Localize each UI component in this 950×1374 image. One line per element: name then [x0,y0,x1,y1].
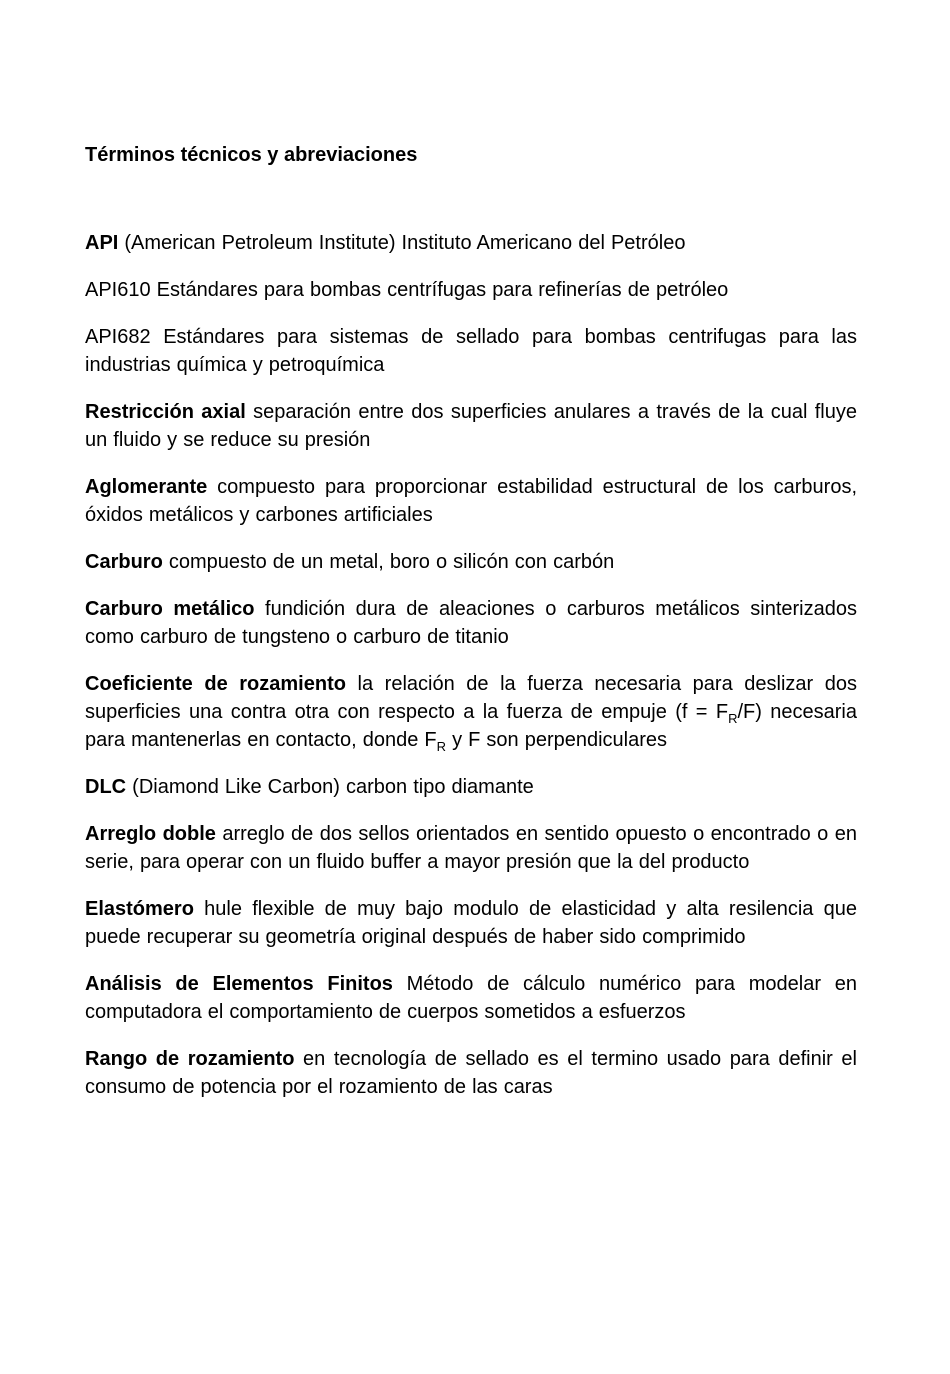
glossary-term: Coeficiente de rozamiento [85,673,346,695]
glossary-term: Rango de rozamiento [85,1048,295,1070]
glossary-term: Restricción axial [85,401,246,423]
glossary-term: Elastómero [85,898,194,920]
glossary-entry [85,398,857,454]
glossary-entry [85,895,857,951]
glossary-entry [85,820,857,876]
definition-text: (American Petroleum Institute) Instituto Americano del Petróleo [118,232,686,254]
glossary-term: Análisis de Elementos Finitos [85,973,393,995]
subscript-text: R [728,711,738,726]
glossary-term: DLC [85,776,127,798]
glossary-term: Carburo metálico [85,598,255,620]
glossary-entry [85,473,857,529]
definition-text: en tecnología de sellado es el termino usado para definir el consumo de potencia por el rozamiento de las caras [85,1048,857,1098]
definition-text: API682 Estándares para sistemas de sellado para bombas centrifugas para las industrias química y petroquímica [85,326,857,376]
definition-text: la relación de la fuerza necesaria para deslizar dos superficies una contra otra con respecto a la fuerza de empuje (f = F [85,673,857,723]
glossary-entry [85,970,857,1026]
definition-text: compuesto para proporcionar estabilidad estructural de los carburos, óxidos metálicos y carbones artificiales [85,476,857,526]
definition-text: API610 Estándares para bombas centrífugas para refinerías de petróleo [85,279,729,301]
glossary-entry [85,229,857,257]
definition-text: hule flexible de muy bajo modulo de elasticidad y alta resilencia que puede recuperar su geometría original después de haber sido comprimido [85,898,857,948]
definition-text: /F) necesaria para mantenerlas en contacto, donde F [85,701,857,751]
subscript-text: R [436,739,447,754]
page-title: Términos técnicos y abreviaciones [85,144,418,166]
definition-text: y F son perpendiculares [446,729,668,751]
glossary-entry [85,595,857,651]
glossary-term: Arreglo doble [85,823,216,845]
glossary-term: Aglomerante [85,476,208,498]
definition-text: separación entre dos superficies anulares a través de la cual fluye un fluido y se reduce su presión [85,401,857,451]
glossary-entry [85,323,857,379]
glossary-term: API [85,232,119,254]
glossary-entry [85,548,857,576]
definition-text: fundición dura de aleaciones o carburos metálicos sinterizados como carburo de tungsteno o carburo de titanio [85,598,857,648]
definition-text: (Diamond Like Carbon) carbon tipo diamante [126,776,534,798]
glossary-entry [85,773,857,801]
definition-text: Método de cálculo numérico para modelar en computadora el comportamiento de cuerpos sometidos a esfuerzos [85,973,857,1023]
glossary-list [85,229,857,1101]
glossary-entry [85,276,857,304]
definition-text: arreglo de dos sellos orientados en sentido opuesto o encontrado o en serie, para operar con un fluido buffer a mayor presión que la del producto [85,823,857,873]
glossary-entry [85,1045,857,1101]
glossary-entry [85,670,857,754]
definition-text: compuesto de un metal, boro o silicón con carbón [162,551,615,573]
glossary-term: Carburo [85,551,163,573]
